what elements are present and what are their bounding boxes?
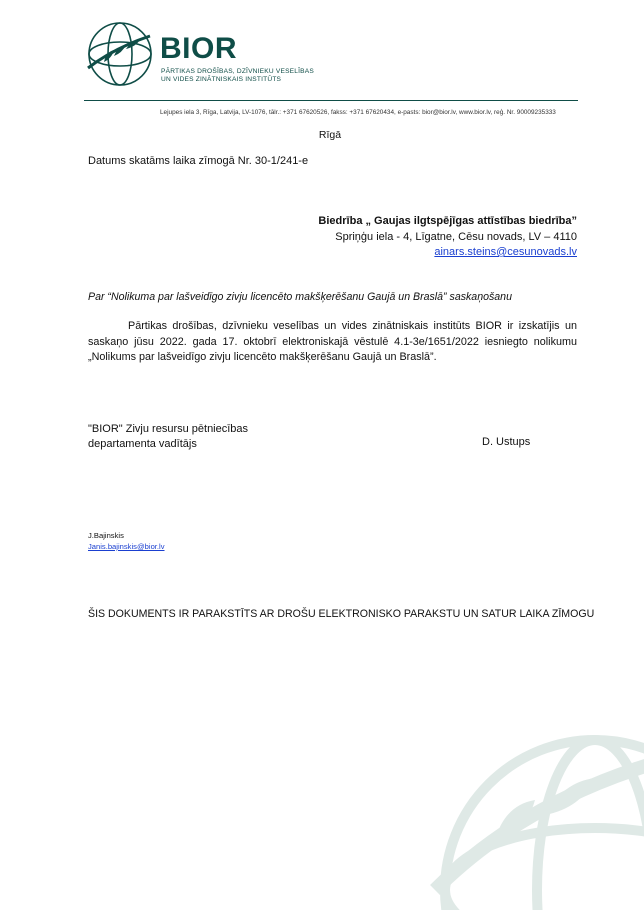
signatory-title-line2: departamenta vadītājs: [88, 437, 197, 450]
author-block: [88, 530, 165, 552]
contact-line: Lejupes iela 3, Rīga, Latvija, LV-1076, tālr.: +371 67620526, fakss: +371 67620434, e-pasts: bior@bior.lv, www.bior.lv, reģ. Nr. 90009235333: [160, 109, 556, 116]
city: Rīgā: [318, 129, 342, 141]
body-text: Pārtikas drošības, dzīvnieku veselības un vides zinātniskais institūts BIOR ir izskatījis un saskaņo jūsu 2022. gada 17. oktobrī elektroniskajā vēstulē 4.1-3e/1651/2022 iesniegto nolikumu „Nolikums par lašveidīgo zivju licencēto makšķerēšanu Gaujā un Braslā”.: [88, 320, 577, 363]
author-email-link[interactable]: Janis.bajinskis@bior.lv: [88, 542, 165, 551]
brand-subtitle: [161, 68, 314, 84]
globe-watermark-icon: [405, 720, 644, 910]
subject-line: Par “Nolikuma par lašveidīgo zivju licencēto makšķerēšanu Gaujā un Braslā” saskaņošanu: [88, 291, 512, 303]
e-signature-notice: ŠIS DOKUMENTS IR PARAKSTĪTS AR DROŠU ELEKTRONISKO PARAKSTU UN SATUR LAIKA ZĪMOGU: [88, 608, 595, 620]
brand-subtitle-line1: PĀRTIKAS DROŠĪBAS, DZĪVNIEKU VESELĪBAS: [161, 68, 314, 75]
author-name: J.Bajinskis: [88, 531, 124, 540]
header-divider: [84, 100, 578, 101]
recipient-organization: Biedrība „ Gaujas ilgtspējīgas attīstības biedrība”: [318, 215, 577, 227]
recipient-email-link[interactable]: ainars.steins@cesunovads.lv: [434, 246, 577, 258]
brand-name: BIOR: [160, 32, 237, 65]
signatory-name: D. Ustups: [482, 436, 531, 448]
signatory-title-line1: "BIOR" Zivju resursu pētniecības: [88, 423, 249, 435]
recipient-block: [318, 214, 577, 261]
signatory-title: [88, 422, 248, 451]
bior-logo-icon: [84, 18, 158, 88]
body-paragraph: [88, 319, 577, 366]
recipient-address: Spriņģu iela - 4, Līgatne, Cēsu novads, LV – 4110: [335, 230, 577, 243]
brand-subtitle-line2: UN VIDES ZINĀTNISKAIS INSTITŪTS: [161, 76, 282, 83]
date-line: Datums skatāms laika zīmogā Nr. 30-1/241-e: [88, 155, 309, 167]
